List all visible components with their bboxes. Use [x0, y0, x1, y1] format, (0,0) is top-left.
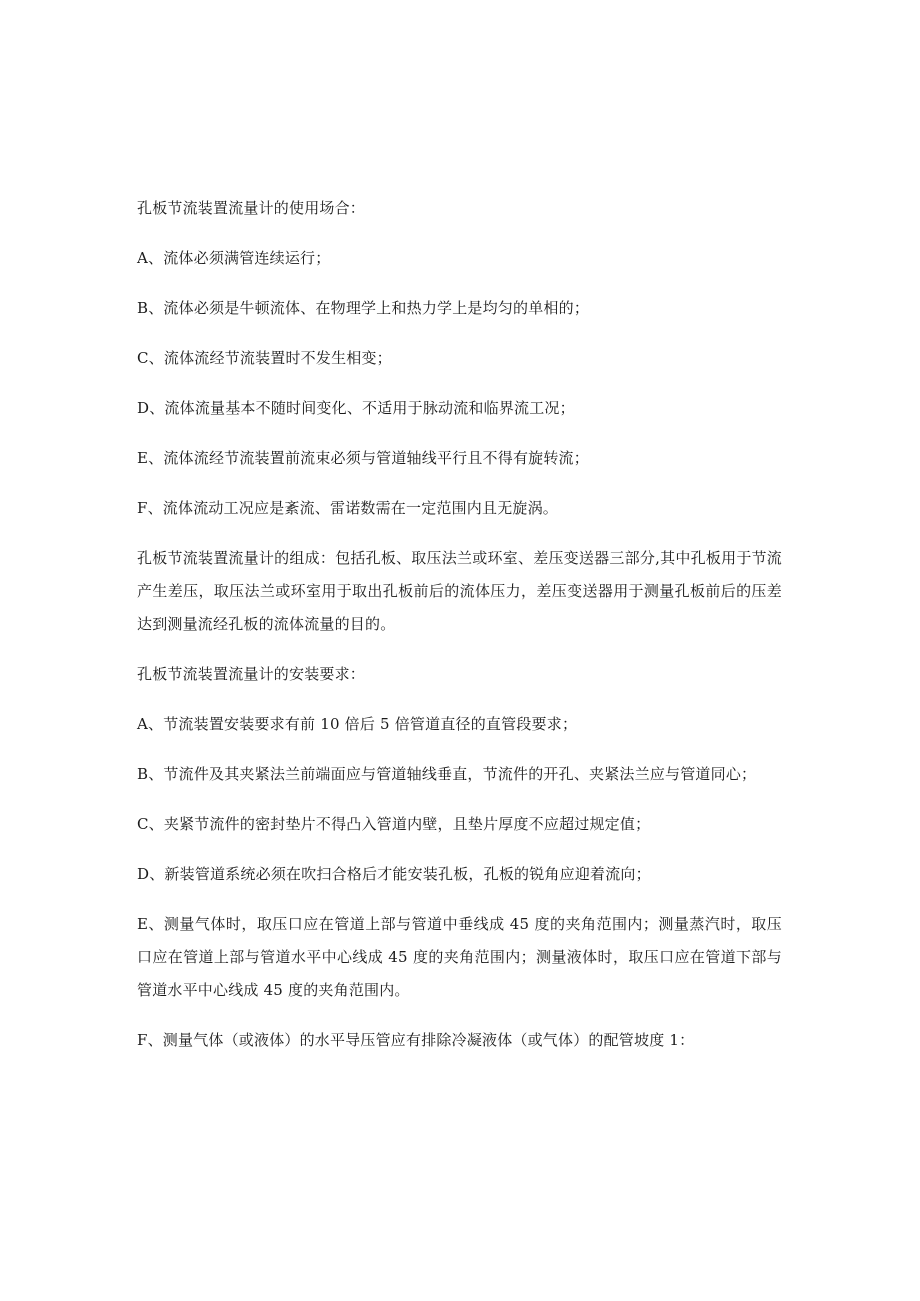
paragraph-usage-f: F、流体流动工况应是紊流、雷诺数需在一定范围内且无旋涡。 — [137, 499, 559, 517]
paragraph-usage-a: A、流体必须满管连续运行； — [137, 249, 331, 267]
paragraph-install-c: C、夹紧节流件的密封垫片不得凸入管道内壁，且垫片厚度不应超过规定值； — [137, 815, 651, 833]
paragraph-install-heading: 孔板节流装置流量计的安装要求： — [137, 665, 366, 683]
paragraph-install-b: B、节流件及其夹紧法兰前端面应与管道轴线垂直，节流件的开孔、夹紧法兰应与管道同心； — [137, 765, 757, 783]
paragraph-usage-heading: 孔板节流装置流量计的使用场合： — [137, 199, 366, 217]
paragraph-install-f: F、测量气体（或液体）的水平导压管应有排除冷凝液体（或气体）的配管坡度 1： — [137, 1031, 695, 1049]
paragraph-usage-e: E、流体流经节流装置前流束必须与管道轴线平行且不得有旋转流； — [137, 449, 589, 467]
paragraph-install-e: E、测量气体时，取压口应在管道上部与管道中垂线成 45 度的夹角范围内；测量蒸汽时，取压口应在管道上部与管道水平中心线成 45 度的夹角范围内；测量液体时，取压口应在管道下部与管道水平中心线成 45 度的夹角范围内。 — [137, 915, 782, 999]
paragraph-install-d: D、新装管道系统必须在吹扫合格后才能安装孔板，孔板的锐角应迎着流向； — [137, 865, 651, 883]
document-body — [137, 192, 782, 1074]
paragraph-usage-c: C、流体流经节流装置时不发生相变； — [137, 349, 392, 367]
paragraph-install-a: A、节流装置安装要求有前 10 倍后 5 倍管道直径的直管段要求； — [137, 715, 578, 733]
paragraph-usage-b: B、流体必须是牛顿流体、在物理学上和热力学上是均匀的单相的； — [137, 299, 590, 317]
paragraph-composition: 孔板节流装置流量计的组成：包括孔板、取压法兰或环室、差压变送器三部分,其中孔板用于节流产生差压，取压法兰或环室用于取出孔板前后的流体压力，差压变送器用于测量孔板前后的压差达到测量流经孔板的流体流量的目的。 — [137, 549, 782, 633]
paragraph-usage-d: D、流体流量基本不随时间变化、不适用于脉动流和临界流工况； — [137, 399, 575, 417]
